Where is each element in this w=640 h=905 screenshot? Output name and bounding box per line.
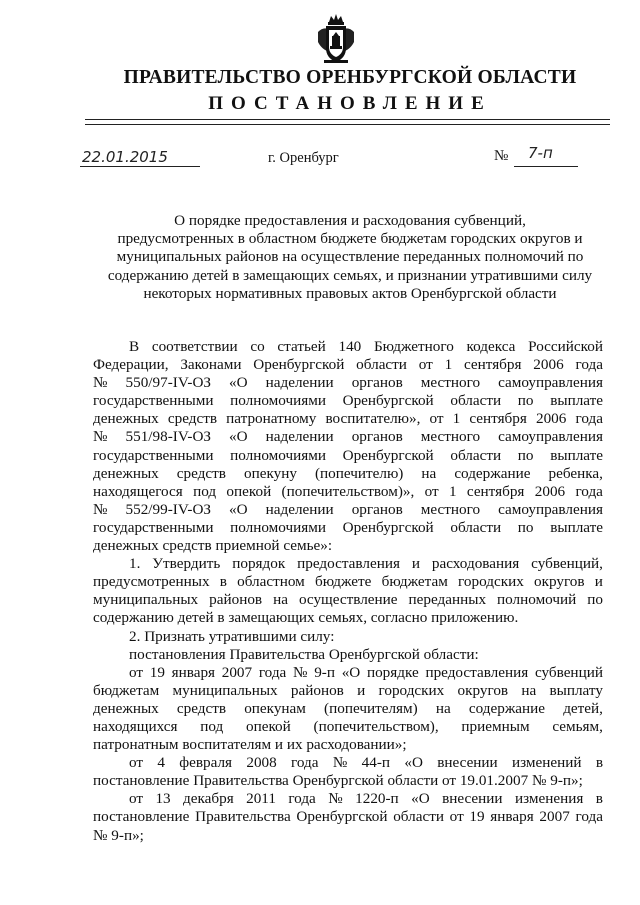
word: государственными xyxy=(93,518,214,536)
word: по xyxy=(587,591,603,609)
word: области xyxy=(450,518,502,536)
word: января xyxy=(490,808,534,826)
document-body xyxy=(93,338,603,845)
word: осуществление xyxy=(298,591,398,609)
body-line: № 9-п»; xyxy=(93,826,144,844)
word: Утвердить xyxy=(152,555,221,573)
word: субвенций, xyxy=(531,555,603,573)
body-line xyxy=(93,501,603,519)
word: содержание xyxy=(468,699,546,717)
word: сентября xyxy=(466,482,525,500)
word: полномочиями xyxy=(230,518,326,536)
word: государственными xyxy=(93,392,214,410)
word: года xyxy=(575,808,603,826)
word: опекуну xyxy=(243,464,297,482)
word: Оренбургской xyxy=(342,392,434,410)
word: муниципальных xyxy=(93,591,199,609)
word: самоуправления xyxy=(498,374,603,392)
word: от xyxy=(429,410,444,428)
word: № xyxy=(328,790,343,808)
word: области xyxy=(356,356,407,374)
government-name: ПРАВИТЕЛЬСТВО ОРЕНБУРГСКОЙ ОБЛАСТИ xyxy=(123,67,577,88)
header-rule xyxy=(85,124,610,125)
word: выплате xyxy=(550,392,603,410)
subject-line: предусмотренных в областном бюджете бюджетам городских округов и xyxy=(117,230,583,248)
body-line xyxy=(93,555,603,573)
word: № xyxy=(93,500,108,518)
word: и xyxy=(357,681,366,699)
word: года xyxy=(575,482,603,500)
word: 4 xyxy=(157,754,165,772)
word: на xyxy=(521,681,537,699)
word: на xyxy=(435,699,451,717)
word: в xyxy=(219,573,227,591)
word: 1220-п xyxy=(355,790,399,808)
body-line xyxy=(93,808,603,826)
word: денежных xyxy=(93,464,159,482)
word: 19 xyxy=(469,808,485,826)
word: в xyxy=(595,754,603,772)
word: сентября xyxy=(463,356,522,374)
document-city: г. Оренбург xyxy=(268,150,339,166)
word: Оренбургской xyxy=(342,446,434,464)
body-line xyxy=(93,700,603,718)
word: № xyxy=(293,663,308,681)
body-line xyxy=(93,718,603,736)
date-underline xyxy=(80,166,200,167)
word: от xyxy=(129,790,144,808)
word: и xyxy=(594,573,603,591)
word: № xyxy=(332,754,348,772)
word: субвенций xyxy=(534,663,603,681)
word: 2007 xyxy=(221,663,253,681)
document-type: ПОСТАНОВЛЕНИЕ xyxy=(208,93,492,114)
word: статьей xyxy=(277,338,326,355)
word: выплате xyxy=(550,446,603,464)
word: переданных xyxy=(408,591,487,609)
word: органов xyxy=(351,374,403,392)
body-line xyxy=(93,465,603,483)
word: округов xyxy=(457,681,509,699)
word: 1 xyxy=(448,482,457,500)
word: бюджете xyxy=(314,573,372,591)
word: 1 xyxy=(444,356,453,374)
word: порядок xyxy=(232,555,286,573)
word: изменений xyxy=(512,754,582,772)
subject-line: содержанию детей в замещающих семьях, и признании утратившими силу xyxy=(107,266,593,284)
word: опекунам xyxy=(244,699,306,717)
word: области xyxy=(450,446,502,464)
word: 19 xyxy=(149,663,165,681)
document-subject xyxy=(100,212,600,303)
word: опекой xyxy=(226,482,272,500)
word: самоуправления xyxy=(498,428,603,446)
word: от xyxy=(129,754,144,772)
body-line xyxy=(93,754,603,772)
word: 2006 xyxy=(535,410,567,428)
word: выплату xyxy=(549,681,603,699)
body-line: 2. Признать утратившими силу: xyxy=(129,627,335,645)
word: средств xyxy=(176,699,227,717)
word: ребенка, xyxy=(548,464,603,482)
word: года xyxy=(575,410,603,428)
body-line xyxy=(93,356,603,374)
word: расходования xyxy=(431,555,520,573)
word: 2006 xyxy=(533,356,564,374)
word: 44-п xyxy=(361,754,391,772)
word: Оренбургской xyxy=(296,808,388,826)
subject-line: муниципальных районов на осуществление переданных полномочий по xyxy=(116,248,584,266)
word: порядке xyxy=(366,663,419,681)
word: полномочий xyxy=(497,591,577,609)
word: опекой xyxy=(245,717,291,735)
word: 551/98-IV-ОЗ xyxy=(125,428,212,446)
word: «О xyxy=(229,500,248,518)
body-line xyxy=(93,591,603,609)
word: декабря xyxy=(183,790,234,808)
word: районов xyxy=(290,681,344,699)
word: под xyxy=(200,717,224,735)
word: органов xyxy=(351,428,403,446)
word: постановление xyxy=(93,808,190,826)
word: «О xyxy=(341,663,361,681)
word: муниципальных xyxy=(172,681,278,699)
word: семьям, xyxy=(552,717,603,735)
body-line: постановления Правительства Оренбургской области: xyxy=(129,645,479,663)
word: Законами xyxy=(180,356,242,374)
word: «О xyxy=(411,790,430,808)
word: полномочиями xyxy=(230,446,326,464)
word: патронатному xyxy=(226,410,317,428)
word: местного xyxy=(420,500,481,518)
word: приемным xyxy=(461,717,530,735)
word: 1 xyxy=(452,410,461,428)
body-line: денежных средств приемной семье»: xyxy=(93,537,333,555)
word: области xyxy=(450,392,502,410)
word: В xyxy=(129,338,140,355)
word: городских xyxy=(378,681,445,699)
word: № xyxy=(93,374,108,392)
word: от xyxy=(449,808,464,826)
word: (попечительством), xyxy=(313,717,439,735)
body-line xyxy=(93,410,603,428)
word: находящегося xyxy=(93,482,183,500)
word: года xyxy=(258,663,287,681)
word: по xyxy=(517,446,534,464)
word: 1. xyxy=(129,555,141,573)
document-number-label: № xyxy=(494,148,509,164)
word: государственными xyxy=(93,446,214,464)
word: «О xyxy=(229,428,248,446)
word: полномочиями xyxy=(230,392,326,410)
body-line: содержанию детей в замещающих семьях, согласно приложению. xyxy=(93,609,519,627)
word: (попечителям) xyxy=(324,699,418,717)
word: находящихся xyxy=(93,717,178,735)
word: (попечительством)», xyxy=(281,482,415,500)
word: 2011 xyxy=(246,790,276,808)
word: выплате xyxy=(550,518,603,536)
word: на xyxy=(273,591,288,609)
body-line xyxy=(93,374,603,392)
word: наделении xyxy=(265,428,334,446)
subject-line: О порядке предоставления и расходования субвенций, xyxy=(174,212,526,229)
word: самоуправления xyxy=(498,500,603,518)
word: Российской xyxy=(528,338,603,355)
word: Правительства xyxy=(195,808,291,826)
word: Оренбургской xyxy=(342,518,434,536)
header-rule xyxy=(85,119,610,120)
word: наделении xyxy=(265,500,334,518)
word: бюджетам xyxy=(93,681,160,699)
body-line xyxy=(93,392,603,410)
subject-line: некоторых нормативных правовых актов Оренбургской области xyxy=(143,284,557,302)
word: под xyxy=(193,482,217,500)
body-line: патронатным воспитателям и их расходовании»; xyxy=(93,736,407,754)
word: января xyxy=(171,663,216,681)
body-line xyxy=(93,447,603,465)
body-line xyxy=(93,483,603,501)
word: предусмотренных xyxy=(93,573,210,591)
word: 550/97-IV-ОЗ xyxy=(125,374,212,392)
word: сентября xyxy=(469,410,527,428)
word: по xyxy=(517,392,534,410)
word: средств xyxy=(167,410,218,428)
word: 9-п xyxy=(314,663,335,681)
word: областном xyxy=(237,573,305,591)
body-line xyxy=(93,573,603,591)
word: года xyxy=(575,356,603,374)
word: области xyxy=(393,808,444,826)
word: 13 xyxy=(155,790,171,808)
word: внесении xyxy=(442,790,503,808)
word: местного xyxy=(420,428,481,446)
word: изменения xyxy=(514,790,584,808)
word: «О xyxy=(404,754,423,772)
word: местного xyxy=(420,374,481,392)
word: от xyxy=(129,663,144,681)
word: кодекса xyxy=(466,338,516,355)
word: со xyxy=(250,338,265,355)
word: воспитателю», xyxy=(325,410,421,428)
word: от xyxy=(424,482,439,500)
word: содержание xyxy=(454,464,531,482)
number-underline xyxy=(514,166,578,167)
word: соответствии xyxy=(151,338,238,355)
word: от xyxy=(418,356,433,374)
word: Бюджетного xyxy=(373,338,454,355)
word: и xyxy=(411,555,421,573)
word: детей, xyxy=(563,699,603,717)
word: денежных xyxy=(93,410,159,428)
document-date: 22.01.2015 xyxy=(82,148,168,166)
word: Федерации, xyxy=(93,356,169,374)
word: года xyxy=(288,790,316,808)
word: «О xyxy=(229,374,248,392)
word: 552/99-IV-ОЗ xyxy=(125,500,212,518)
body-line: постановление Правительства Оренбургской области от 19.01.2007 № 9-п»; xyxy=(93,772,583,790)
body-line xyxy=(93,338,603,356)
body-line xyxy=(93,519,603,537)
body-line xyxy=(93,664,603,682)
document-number: 7-п xyxy=(528,144,553,162)
word: предоставления xyxy=(425,663,529,681)
word: органов xyxy=(351,500,403,518)
word: № xyxy=(93,428,108,446)
word: февраля xyxy=(179,754,233,772)
body-line xyxy=(93,682,603,700)
word: года xyxy=(291,754,319,772)
oblast-coat-of-arms-icon xyxy=(312,12,360,64)
word: (попечителю) xyxy=(314,464,404,482)
word: 2008 xyxy=(246,754,277,772)
word: городских xyxy=(458,573,524,591)
word: наделении xyxy=(265,374,334,392)
body-line xyxy=(93,428,603,446)
word: в xyxy=(595,790,603,808)
word: предоставления xyxy=(297,555,400,573)
word: средств xyxy=(176,464,226,482)
word: денежных xyxy=(93,699,159,717)
word: по xyxy=(517,518,534,536)
word: округов xyxy=(534,573,585,591)
word: Оренбургской xyxy=(253,356,345,374)
word: бюджетам xyxy=(381,573,448,591)
word: 140 xyxy=(338,338,362,355)
word: районов xyxy=(209,591,263,609)
body-line xyxy=(93,790,603,808)
word: внесении xyxy=(437,754,498,772)
word: 2007 xyxy=(539,808,570,826)
word: 2006 xyxy=(534,482,566,500)
word: на xyxy=(421,464,437,482)
